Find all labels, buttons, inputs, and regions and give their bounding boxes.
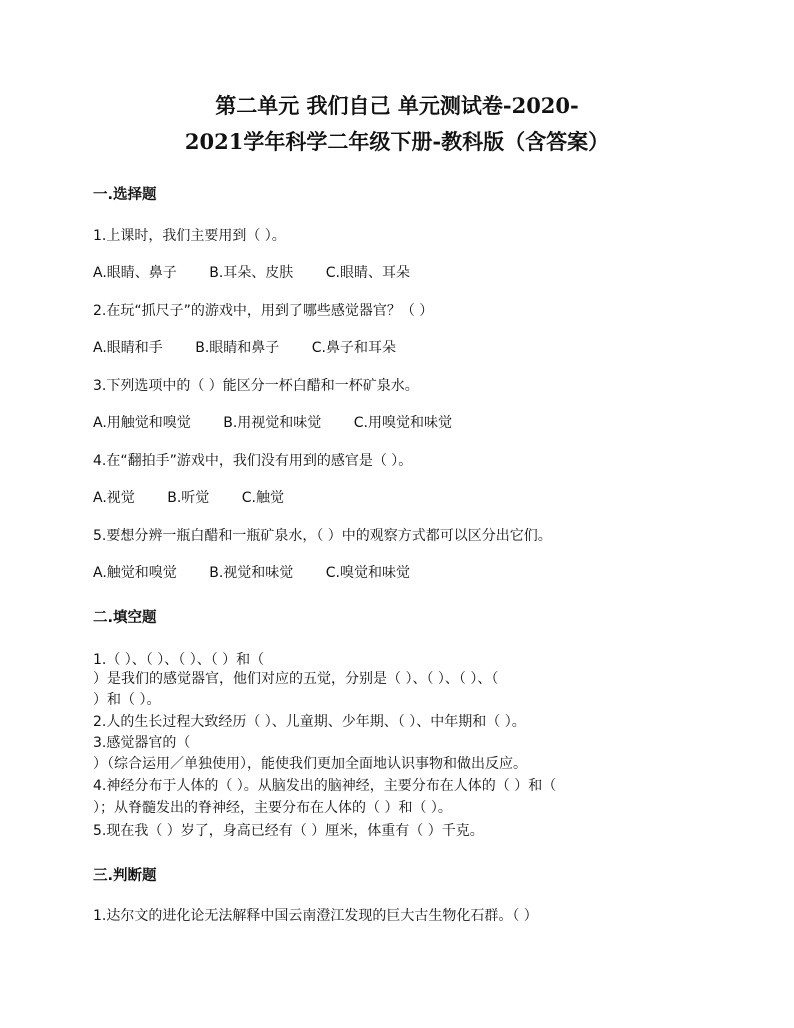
option: A.视觉 bbox=[93, 490, 135, 506]
fill-line: 5.现在我（ ）岁了，身高已经有（ ）厘米，体重有（ ）千克。 bbox=[93, 823, 484, 839]
section-heading-true-false: 三.判断题 bbox=[93, 868, 157, 884]
question-stem: 1.上课时，我们主要用到（ ）。 bbox=[93, 228, 286, 244]
question-stem: 3.下列选项中的（ ）能区分一杯白醋和一杯矿泉水。 bbox=[93, 378, 419, 394]
option: A.触觉和嗅觉 bbox=[93, 565, 177, 581]
option: A.眼睛和手 bbox=[93, 340, 163, 356]
section-heading-fill-blank: 二.填空题 bbox=[93, 610, 157, 626]
question-stem: 2.在玩“抓尺子”的游戏中，用到了哪些感觉器官？（ ） bbox=[93, 303, 434, 319]
question-options bbox=[93, 487, 312, 507]
option: B.耳朵、皮肤 bbox=[209, 265, 294, 281]
question-options bbox=[93, 337, 424, 357]
option: C.触觉 bbox=[241, 490, 284, 506]
option: C.眼睛、耳朵 bbox=[325, 265, 410, 281]
question-options bbox=[93, 412, 480, 432]
fill-line: 1.（ ）、（ ）、（ ）、（ ）和（ bbox=[93, 652, 265, 668]
fill-line: ）和（ ）。 bbox=[93, 692, 161, 708]
option: A.用触觉和嗅觉 bbox=[93, 415, 191, 431]
question-stem: 5.要想分辨一瓶白醋和一瓶矿泉水，（ ）中的观察方式都可以区分出它们。 bbox=[93, 528, 552, 544]
question-stem: 1.达尔文的进化论无法解释中国云南澄江发现的巨大古生物化石群。（ ） bbox=[93, 908, 538, 924]
option: C.嗅觉和味觉 bbox=[325, 565, 410, 581]
option: B.视觉和味觉 bbox=[209, 565, 294, 581]
option: C.鼻子和耳朵 bbox=[311, 340, 396, 356]
fill-line: ）；从脊髓发出的脊神经，主要分布在人体的（ ）和（ ）。 bbox=[93, 800, 452, 816]
question-stem: 4.在“翻拍手”游戏中，我们没有用到的感官是（ ）。 bbox=[93, 453, 413, 469]
section-heading-choice: 一.选择题 bbox=[93, 187, 157, 203]
page-title-line-1: 第二单元 我们自己 单元测试卷-2020- bbox=[215, 93, 579, 118]
option: C.用嗅觉和味觉 bbox=[353, 415, 452, 431]
option: B.眼睛和鼻子 bbox=[195, 340, 280, 356]
question-options bbox=[93, 262, 438, 282]
fill-line: ）是我们的感觉器官，他们对应的五觉，分别是（ ）、（ ）、（ ）、（ bbox=[93, 671, 499, 687]
option: B.听觉 bbox=[167, 490, 210, 506]
fill-line: 4.神经分布于人体的（ ）。从脑发出的脑神经，主要分布在人体的（ ）和（ bbox=[93, 778, 557, 794]
page-title-line-2: 2021学年科学二年级下册-教科版（含答案） bbox=[184, 129, 610, 154]
fill-line: 3.感觉器官的（ bbox=[93, 735, 191, 751]
question-options bbox=[93, 562, 438, 582]
fill-line: ）（综合运用／单独使用），能使我们更加全面地认识事物和做出反应。 bbox=[93, 756, 527, 772]
option: B.用视觉和味觉 bbox=[223, 415, 322, 431]
fill-line: 2.人的生长过程大致经历（ ）、儿童期、少年期、（ ）、中年期和（ ）。 bbox=[93, 714, 526, 730]
option: A.眼睛、鼻子 bbox=[93, 265, 177, 281]
